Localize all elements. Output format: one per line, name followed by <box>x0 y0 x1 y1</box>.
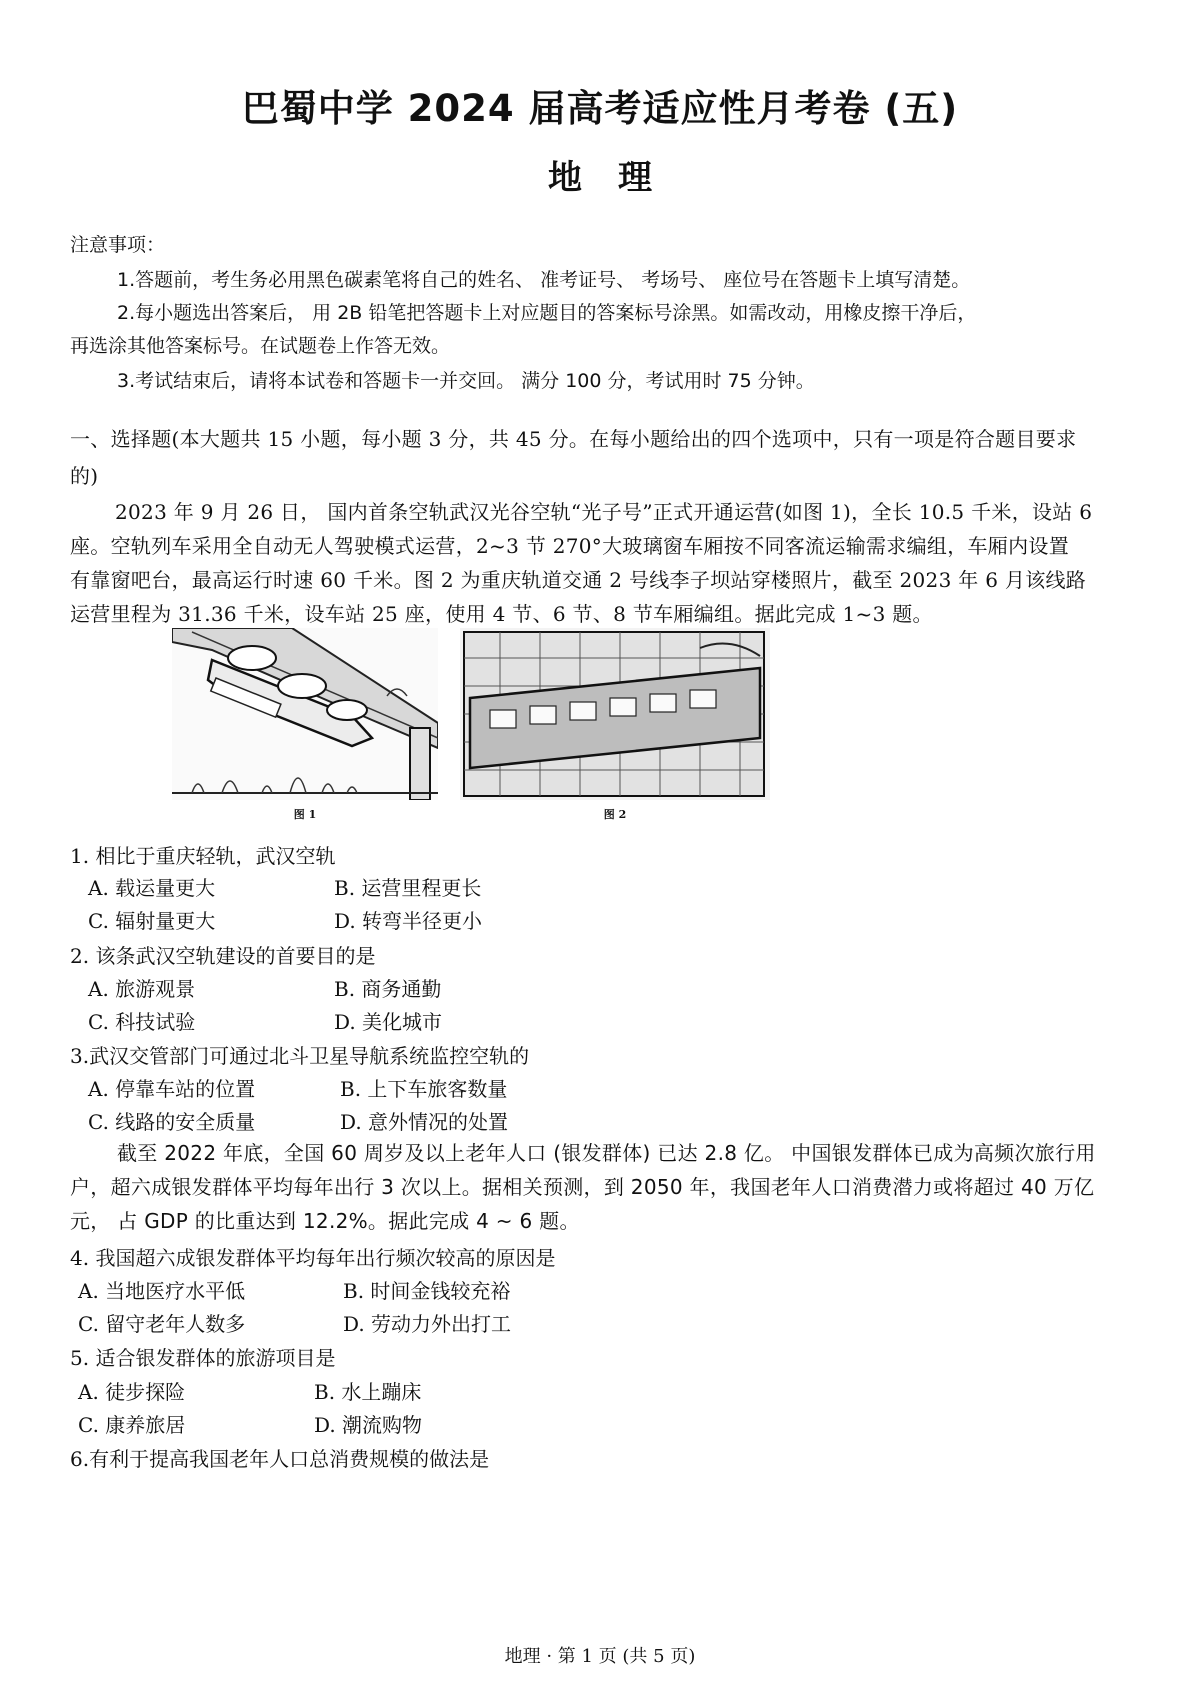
figure-2-caption: 图 2 <box>603 808 627 821</box>
question-5-option-a: A. 徒步探险 <box>78 1380 186 1404</box>
question-5-option-c: C. 康养旅居 <box>78 1413 186 1437</box>
figure-1-caption: 图 1 <box>293 808 317 821</box>
notice-item-2-cont: 再选涂其他答案标号。在试题卷上作答无效。 <box>70 335 451 357</box>
question-3-stem: 3.武汉交管部门可通过北斗卫星导航系统监控空轨的 <box>70 1044 530 1068</box>
question-1-stem: 1. 相比于重庆轻轨，武汉空轨 <box>70 844 336 868</box>
passage1-line-2: 座。空轨列车采用全自动无人驾驶模式运营，2~3 节 270°大玻璃窗车厢按不同客流运输需求编组，车厢内设置 <box>70 534 1069 558</box>
notice-item-1: 1.答题前，考生务必用黑色碳素笔将自己的姓名、 准考证号、 考场号、 座位号在答题卡上填写清楚。 <box>117 269 971 291</box>
question-4-stem: 4. 我国超六成银发群体平均每年出行频次较高的原因是 <box>70 1246 556 1270</box>
figure-1-monorail-image <box>172 628 438 800</box>
figure-2-station-image <box>460 628 770 800</box>
passage1-line-3: 有靠窗吧台，最高运行时速 60 千米。图 2 为重庆轨道交通 2 号线李子坝站穿楼照片，截至 2023 年 6 月该线路 <box>70 568 1087 592</box>
exam-subject: 地理 <box>548 158 688 198</box>
question-2-option-b: B. 商务通勤 <box>334 977 442 1001</box>
question-5-stem: 5. 适合银发群体的旅游项目是 <box>70 1346 336 1370</box>
notice-item-2: 2.每小题选出答案后， 用 2B 铅笔把答题卡上对应题目的答案标号涂黑。如需改动，用橡皮擦干净后， <box>117 302 977 324</box>
question-1-option-b: B. 运营里程更长 <box>334 876 482 900</box>
question-2-option-c: C. 科技试验 <box>88 1010 196 1034</box>
exam-title: 巴蜀中学 2024 届高考适应性月考卷 (五) <box>241 87 959 130</box>
question-5-option-b: B. 水上蹦床 <box>314 1380 422 1404</box>
question-4-option-d: D. 劳动力外出打工 <box>343 1312 512 1336</box>
notice-item-3: 3.考试结束后，请将本试卷和答题卡一并交回。 满分 100 分，考试用时 75 分钟。 <box>117 370 815 392</box>
question-5-option-d: D. 潮流购物 <box>314 1413 423 1437</box>
question-3-option-a: A. 停靠车站的位置 <box>88 1077 256 1101</box>
question-6-stem: 6.有利于提高我国老年人口总消费规模的做法是 <box>70 1447 490 1471</box>
page-footer: 地理 · 第 1 页 (共 5 页) <box>504 1646 696 1667</box>
question-3-option-c: C. 线路的安全质量 <box>88 1110 256 1134</box>
passage2-line-3: 元， 占 GDP 的比重达到 12.2%。据此完成 4 ~ 6 题。 <box>70 1209 580 1233</box>
question-1-option-a: A. 载运量更大 <box>88 876 216 900</box>
passage1-line-4: 运营里程为 31.36 千米，设车站 25 座，使用 4 节、6 节、8 节车厢编组。据此完成 1~3 题。 <box>70 602 933 626</box>
question-4-option-b: B. 时间金钱较充裕 <box>343 1279 511 1303</box>
question-2-stem: 2. 该条武汉空轨建设的首要目的是 <box>70 944 376 968</box>
question-3-option-b: B. 上下车旅客数量 <box>340 1077 508 1101</box>
passage1-line-1: 2023 年 9 月 26 日， 国内首条空轨武汉光谷空轨“光子号”正式开通运营(如图 1)，全长 10.5 千米，设站 6 <box>115 500 1093 524</box>
notice-heading: 注意事项： <box>70 234 166 256</box>
question-2-option-d: D. 美化城市 <box>334 1010 443 1034</box>
passage2-line-1: 截至 2022 年底，全国 60 周岁及以上老年人口 (银发群体) 已达 2.8 亿。 中国银发群体已成为高频次旅行用 <box>117 1141 1096 1165</box>
question-3-option-d: D. 意外情况的处置 <box>340 1110 509 1134</box>
section-heading: 一、选择题(本大题共 15 小题，每小题 3 分，共 45 分。在每小题给出的四个选项中，只有一项是符合题目要求 <box>70 427 1077 451</box>
passage2-line-2: 户，超六成银发群体平均每年出行 3 次以上。据相关预测，到 2050 年，我国老年人口消费潜力或将超过 40 万亿 <box>70 1175 1095 1199</box>
section-heading-cont: 的) <box>70 464 99 488</box>
question-1-option-d: D. 转弯半径更小 <box>334 909 483 933</box>
question-2-option-a: A. 旅游观景 <box>88 977 196 1001</box>
question-4-option-a: A. 当地医疗水平低 <box>78 1279 246 1303</box>
question-4-option-c: C. 留守老年人数多 <box>78 1312 246 1336</box>
question-1-option-c: C. 辐射量更大 <box>88 909 216 933</box>
